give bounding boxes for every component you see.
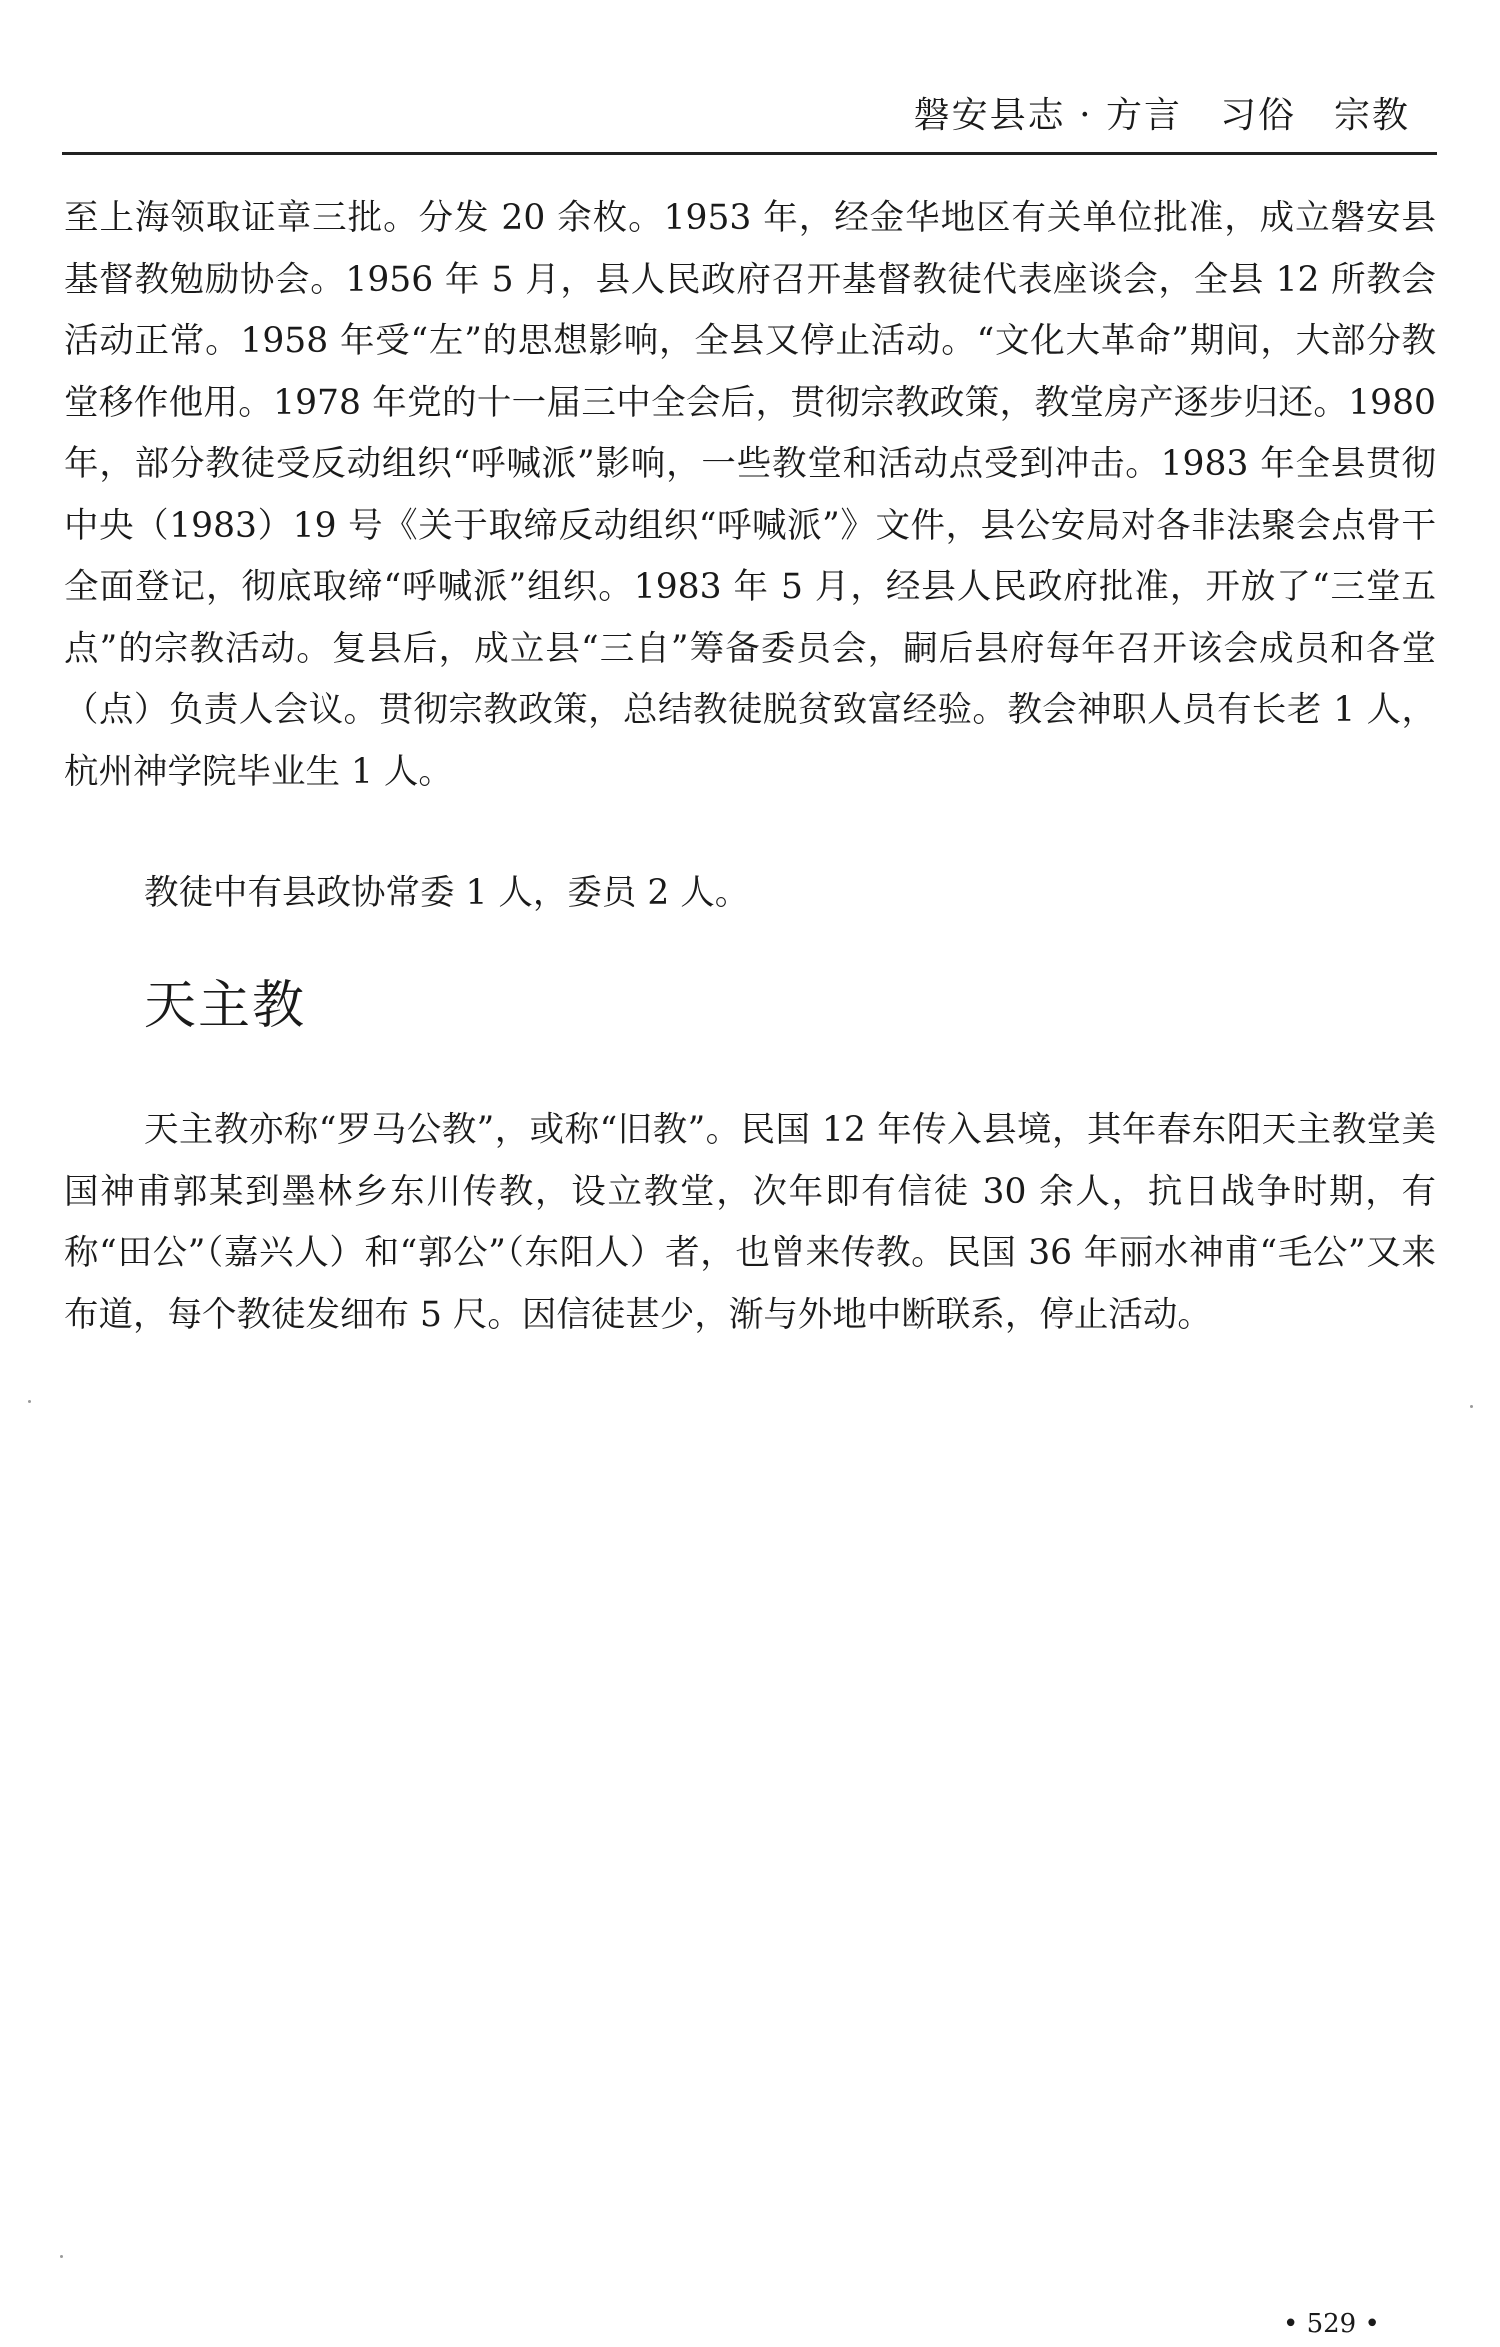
- section-paragraph: 天主教亦称“罗马公教”，或称“旧教”。民国 12 年传入县境，其年春东阳天主教堂美国神甫郭某到墨林乡东川传教，设立教堂，次年即有信徒 30 余人，抗日战争时期，有称“田公”（嘉兴人）和“郭公”（东阳人）者，也曾来传教。民国 36 年丽水神甫“毛公”又来布道，每个教徒发细布 5 尺。因信徒甚少，渐与外地中断联系，停止活动。: [64, 1110, 1436, 1335]
- section-heading: 天主教: [144, 976, 307, 1036]
- body-paragraph-1: 至上海领取证章三批。分发 20 余枚。1953 年，经金华地区有关单位批准，成立磐安县基督教勉励协会。1956 年 5 月，县人民政府召开基督教徒代表座谈会，全县 12 所教会活动正常。1958 年受“左”的思想影响，全县又停止活动。“文化大革命”期间，大部分教堂移作他用。1978 年党的十一届三中全会后，贯彻宗教政策，教堂房产逐步归还。1980 年，部分教徒受反动组织“呼喊派”影响，一些教堂和活动点受到冲击。1983 年全县贯彻中央（1983）19 号《关于取缔反动组织“呼喊派”》文件，县公安局对各非法聚会点骨干全面登记，彻底取缔“呼喊派”组织。1983 年 5 月，经县人民政府批准，开放了“三堂五点”的宗教活动。复县后，成立县“三自”筹备委员会，嗣后县府每年召开该会成员和各堂（点）负责人会议。贯彻宗教政策，总结教徒脱贫致富经验。教会神职人员有长老 1 人，杭州神学院毕业生 1 人。: [64, 198, 1436, 792]
- page-number: • 529 •: [1283, 2309, 1380, 2339]
- scan-speck: [60, 2255, 63, 2258]
- running-header: 磐安县志 · 方言 习俗 宗教: [913, 95, 1410, 136]
- scan-speck: [1470, 1405, 1473, 1408]
- scan-speck: [28, 1400, 31, 1403]
- header-rule: [62, 152, 1437, 155]
- body-paragraph-2: 教徒中有县政协常委 1 人，委员 2 人。: [144, 873, 750, 913]
